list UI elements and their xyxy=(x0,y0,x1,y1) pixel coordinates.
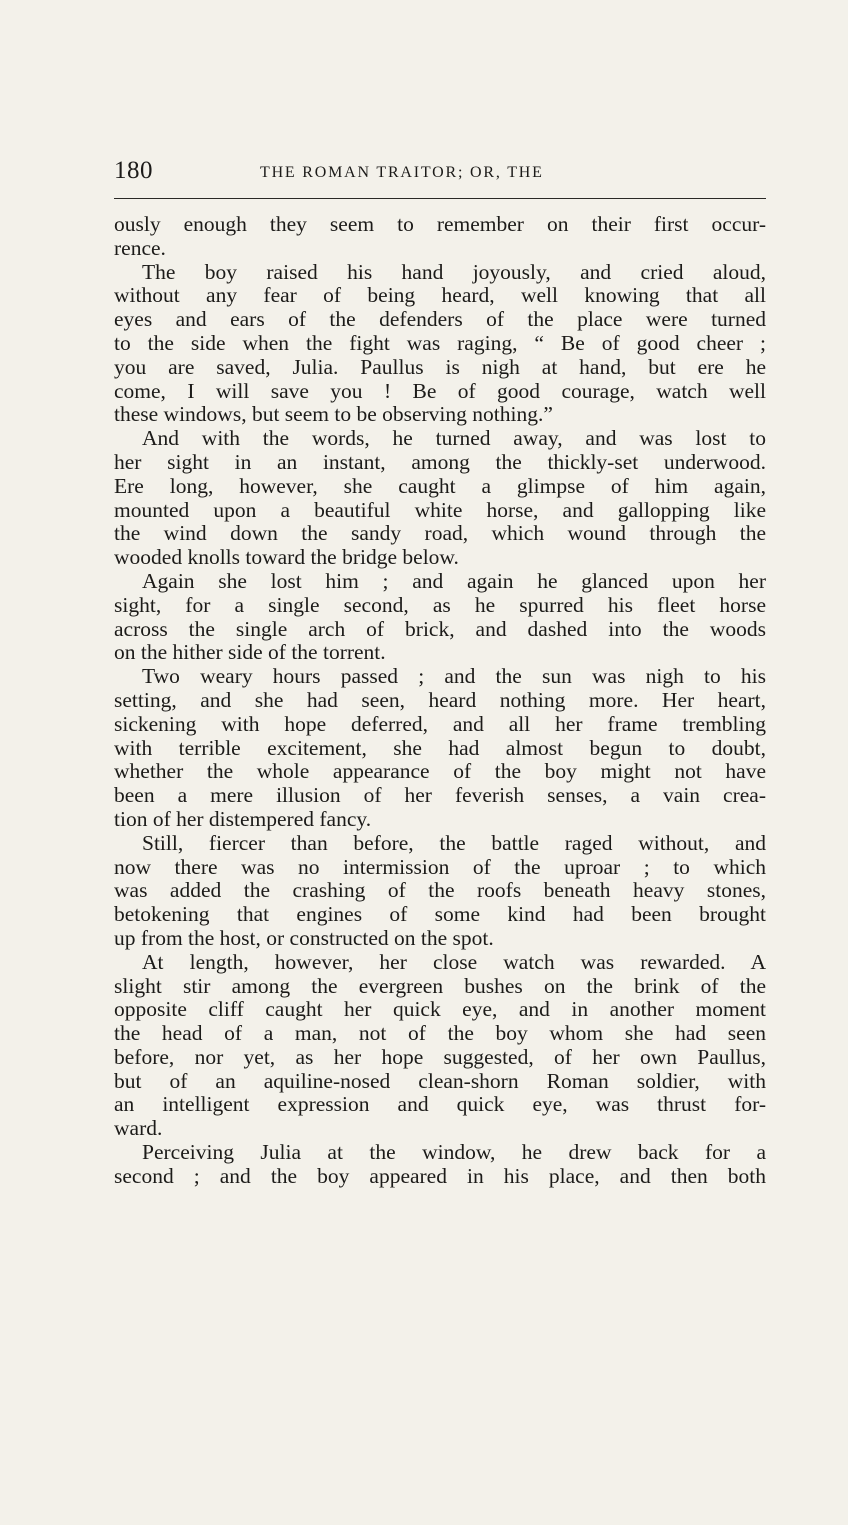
text-line: to the side when the fight was raging, “ Be of good cheer ; xyxy=(114,330,766,355)
text-line: been a mere illusion of her feverish senses, a vain crea- xyxy=(114,783,766,808)
text-line: At length, however, her close watch was rewarded. A xyxy=(142,949,766,974)
body-text xyxy=(114,213,766,1189)
text-line: on the hither side of the torrent. xyxy=(114,640,386,665)
page-number: 180 xyxy=(114,157,153,184)
text-line: Still, fiercer than before, the battle raged without, and xyxy=(142,830,766,855)
paragraph xyxy=(114,832,766,951)
text-line: Perceiving Julia at the window, he drew back for a xyxy=(142,1140,766,1165)
text-line: was added the crashing of the roofs beneath heavy stones, xyxy=(114,878,766,903)
header-rule xyxy=(114,198,766,199)
text-line: sight, for a single second, as he spurred his fleet horse xyxy=(114,592,766,617)
text-line: across the single arch of brick, and dashed into the woods xyxy=(114,616,766,641)
text-line: wooded knolls toward the bridge below. xyxy=(114,545,459,570)
text-line: setting, and she had seen, heard nothing more. Her heart, xyxy=(114,687,766,712)
paragraph xyxy=(114,951,766,1141)
text-line: betokening that engines of some kind had been brought xyxy=(114,902,766,927)
text-line: ward. xyxy=(114,1116,163,1141)
paragraph xyxy=(114,261,766,428)
text-line: sickening with hope deferred, and all her frame trembling xyxy=(114,711,766,736)
text-line: an intelligent expression and quick eye, was thrust for- xyxy=(114,1092,766,1117)
text-line: eyes and ears of the defenders of the place were turned xyxy=(114,307,766,332)
text-line: And with the words, he turned away, and was lost to xyxy=(142,426,766,451)
text-line: second ; and the boy appeared in his place, and then both xyxy=(114,1163,766,1188)
paragraph xyxy=(114,570,766,665)
text-line: with terrible excitement, she had almost begun to doubt, xyxy=(114,735,766,760)
text-line: but of an aquiline-nosed clean-shorn Roman soldier, with xyxy=(114,1068,766,1093)
text-line: Two weary hours passed ; and the sun was nigh to his xyxy=(142,664,766,689)
text-line: ously enough they seem to remember on their first occur- xyxy=(114,212,766,236)
page-header xyxy=(114,157,766,197)
text-line: her sight in an instant, among the thickly-set underwood. xyxy=(114,449,766,474)
text-line: the head of a man, not of the boy whom she had seen xyxy=(114,1021,766,1046)
text-line: come, I will save you ! Be of good courage, watch well xyxy=(114,378,766,403)
text-line: mounted upon a beautiful white horse, and gallopping like xyxy=(114,497,766,522)
text-line: Again she lost him ; and again he glanced upon her xyxy=(142,568,766,593)
text-line: without any fear of being heard, well knowing that all xyxy=(114,283,766,308)
running-head: THE ROMAN TRAITOR; OR, THE xyxy=(260,164,544,181)
paragraph xyxy=(114,427,766,570)
paragraph xyxy=(114,213,766,261)
text-line: up from the host, or constructed on the spot. xyxy=(114,925,494,950)
text-line: slight stir among the evergreen bushes on the brink of the xyxy=(114,973,766,998)
text-line: opposite cliff caught her quick eye, and in another moment xyxy=(114,997,766,1022)
text-line: before, nor yet, as her hope suggested, of her own Paullus, xyxy=(114,1044,766,1069)
text-line: now there was no intermission of the uproar ; to which xyxy=(114,854,766,879)
text-line: Ere long, however, she caught a glimpse of him again, xyxy=(114,473,766,498)
text-line: rence. xyxy=(114,235,166,260)
paragraph xyxy=(114,665,766,832)
text-line: The boy raised his hand joyously, and cried aloud, xyxy=(142,259,766,284)
text-line: the wind down the sandy road, which wound through the xyxy=(114,521,766,546)
text-line: whether the whole appearance of the boy might not have xyxy=(114,759,766,784)
text-line: these windows, but seem to be observing nothing.” xyxy=(114,402,553,427)
text-line: tion of her distempered fancy. xyxy=(114,806,372,831)
text-line: you are saved, Julia. Paullus is nigh at hand, but ere he xyxy=(114,354,766,379)
paragraph xyxy=(114,1141,766,1189)
